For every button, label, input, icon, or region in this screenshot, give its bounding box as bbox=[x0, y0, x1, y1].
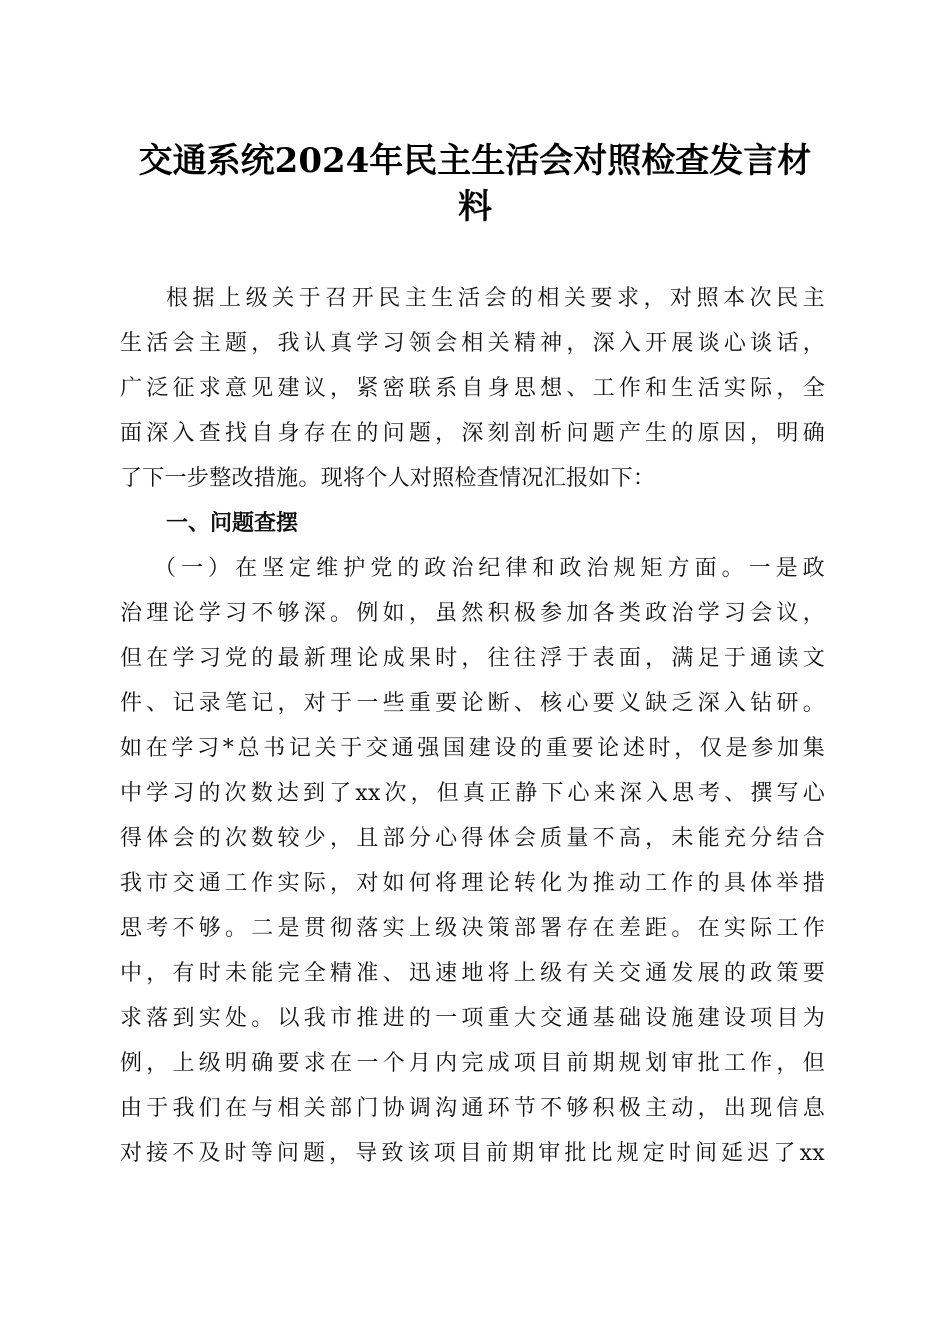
intro-line: 生活会主题，我认真学习领会相关精神，深入开展谈心谈话， bbox=[120, 331, 825, 356]
section-line: 中学习的次数达到了xx次，但真正静下心来深入思考、撰写心 bbox=[120, 781, 825, 806]
intro-line: 根据上级关于召开民主生活会的相关要求，对照本次民主 bbox=[166, 286, 825, 311]
section-line: 我市交通工作实际，对如何将理论转化为推动工作的具体举措 bbox=[120, 871, 825, 896]
section-line: 求落到实处。以我市推进的一项重大交通基础设施建设项目为 bbox=[120, 1006, 825, 1031]
section-line: 对接不及时等问题，导致该项目前期审批比规定时间延迟了xx bbox=[120, 1141, 825, 1166]
document-body bbox=[120, 276, 825, 1176]
section-heading: 一、问题查摆 bbox=[166, 511, 299, 536]
section-line: 得体会的次数较少，且部分心得体会质量不高，未能充分结合 bbox=[120, 826, 825, 851]
section-line: 思考不够。二是贯彻落实上级决策部署存在差距。在实际工作 bbox=[120, 916, 825, 941]
section-line: 中，有时未能完全精准、迅速地将上级有关交通发展的政策要 bbox=[120, 961, 825, 986]
title-line-2: 料 bbox=[458, 187, 492, 227]
intro-line: 广泛征求意见建议，紧密联系自身思想、工作和生活实际，全 bbox=[120, 376, 825, 401]
section-line: 如在学习*总书记关于交通强国建设的重要论述时，仅是参加集 bbox=[120, 736, 825, 761]
section-line: （一）在坚定维护党的政治纪律和政治规矩方面。一是政 bbox=[154, 556, 825, 581]
section-line: 件、记录笔记，对于一些重要论断、核心要义缺乏深入钻研。 bbox=[120, 691, 825, 716]
title-line-1: 交通系统2024年民主生活会对照检查发言材 bbox=[138, 141, 812, 181]
document-title bbox=[120, 138, 830, 230]
section-line: 例，上级明确要求在一个月内完成项目前期规划审批工作，但 bbox=[120, 1051, 825, 1076]
intro-line: 面深入查找自身存在的问题，深刻剖析问题产生的原因，明确 bbox=[120, 421, 825, 446]
section-line: 但在学习党的最新理论成果时，往往浮于表面，满足于通读文 bbox=[120, 646, 825, 671]
section-line: 治理论学习不够深。例如，虽然积极参加各类政治学习会议， bbox=[120, 601, 825, 626]
intro-line: 了下一步整改措施。现将个人对照检查情况汇报如下： bbox=[120, 466, 656, 491]
section-line: 由于我们在与相关部门协调沟通环节不够积极主动，出现信息 bbox=[120, 1096, 825, 1121]
